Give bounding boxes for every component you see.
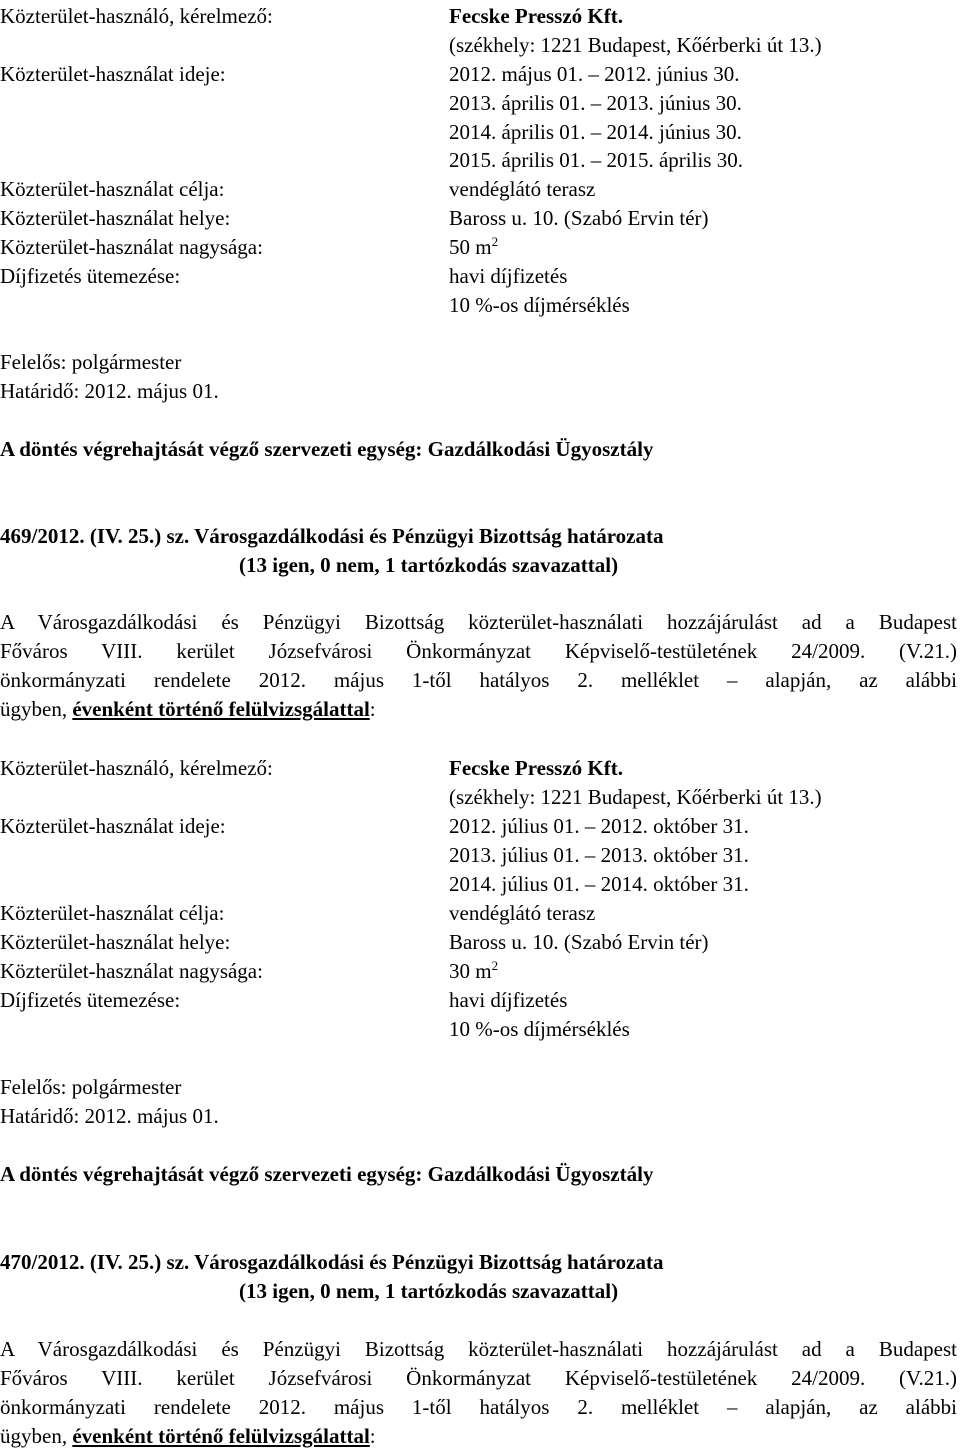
block2-responsible: Felelős: polgármester xyxy=(0,1075,182,1099)
block1-applicant-name: Fecske Presszó Kft. xyxy=(449,4,623,28)
block2-size-unit-sup: 2 xyxy=(491,958,499,973)
resolution470-body-last-prefix: ügyben, xyxy=(0,1424,73,1448)
block2-location-label: Közterület-használat helye: xyxy=(0,930,231,954)
block1-period-label: Közterület-használat ideje: xyxy=(0,62,226,86)
resolution469-body-line-2: Főváros VIII. kerület Józsefvárosi Önkormányzat Képviselő-testületének 24/2009. (V.21.) xyxy=(0,639,957,663)
resolution469-body-line-1: A Városgazdálkodási és Pénzügyi Bizottság közterület-használati hozzájárulást ad a Budapest xyxy=(0,610,957,634)
resolution470-body-line-4 xyxy=(0,1424,376,1448)
resolution469-body-last-prefix: ügyben, xyxy=(0,697,73,721)
block1-period-2: 2013. április 01. – 2013. június 30. xyxy=(449,91,742,115)
block2-period-3: 2014. július 01. – 2014. október 31. xyxy=(449,872,749,896)
resolution469-body-line-4 xyxy=(0,697,376,721)
block2-size-label: Közterület-használat nagysága: xyxy=(0,959,263,983)
resolution470-vote: (13 igen, 0 nem, 1 tartózkodás szavazattal) xyxy=(239,1279,619,1303)
resolution470-body-line-1: A Városgazdálkodási és Pénzügyi Bizottság közterület-használati hozzájárulást ad a Budapest xyxy=(0,1337,957,1361)
resolution470-body-line-2: Főváros VIII. kerület Józsefvárosi Önkormányzat Képviselő-testületének 24/2009. (V.21.) xyxy=(0,1366,957,1390)
block2-period-1: 2012. július 01. – 2012. október 31. xyxy=(449,814,749,838)
block2-purpose-label: Közterület-használat célja: xyxy=(0,901,225,925)
block2-applicant-name: Fecske Presszó Kft. xyxy=(449,756,623,780)
block2-size xyxy=(449,959,498,983)
block1-payment-line-1: havi díjfizetés xyxy=(449,264,568,288)
block1-period-3: 2014. április 01. – 2014. június 30. xyxy=(449,120,742,144)
block2-payment-line-1: havi díjfizetés xyxy=(449,988,568,1012)
resolution470-body-last-suffix: : xyxy=(369,1424,376,1448)
block1-purpose-label: Közterület-használat célja: xyxy=(0,177,225,201)
resolution469-vote: (13 igen, 0 nem, 1 tartózkodás szavazattal) xyxy=(239,553,619,577)
block2-executor: A döntés végrehajtását végző szervezeti egység: Gazdálkodási Ügyosztály xyxy=(0,1162,654,1186)
block1-payment-label: Díjfizetés ütemezése: xyxy=(0,264,181,288)
resolution469-review-clause: évenként történő felülvizsgálattal xyxy=(72,697,370,721)
block2-size-value: 30 m xyxy=(449,959,492,983)
block1-size-value: 50 m xyxy=(449,235,492,259)
block2-payment-line-2: 10 %-os díjmérséklés xyxy=(449,1017,630,1041)
block1-size xyxy=(449,235,498,259)
block1-size-unit-sup: 2 xyxy=(491,234,499,249)
resolution470-body-line-3: önkormányzati rendelete 2012. május 1-től hatályos 2. melléklet – alapján, az alábbi xyxy=(0,1395,957,1419)
block1-responsible: Felelős: polgármester xyxy=(0,350,182,374)
block1-location-label: Közterület-használat helye: xyxy=(0,206,231,230)
block1-size-label: Közterület-használat nagysága: xyxy=(0,235,263,259)
block1-period-4: 2015. április 01. – 2015. április 30. xyxy=(449,148,743,172)
block1-payment-line-2: 10 %-os díjmérséklés xyxy=(449,293,630,317)
block1-applicant-address: (székhely: 1221 Budapest, Kőérberki út 13.) xyxy=(449,33,822,57)
block1-applicant-label: Közterület-használó, kérelmező: xyxy=(0,4,273,28)
block2-payment-label: Díjfizetés ütemezése: xyxy=(0,988,181,1012)
block2-applicant-label: Közterület-használó, kérelmező: xyxy=(0,756,273,780)
resolution469-body-line-3: önkormányzati rendelete 2012. május 1-től hatályos 2. melléklet – alapján, az alábbi xyxy=(0,668,957,692)
block1-location: Baross u. 10. (Szabó Ervin tér) xyxy=(449,206,709,230)
block2-period-label: Közterület-használat ideje: xyxy=(0,814,226,838)
block1-purpose: vendéglátó terasz xyxy=(449,177,596,201)
resolution470-heading: 470/2012. (IV. 25.) sz. Városgazdálkodási és Pénzügyi Bizottság határozata xyxy=(0,1250,664,1274)
block2-location: Baross u. 10. (Szabó Ervin tér) xyxy=(449,930,709,954)
resolution470-review-clause: évenként történő felülvizsgálattal xyxy=(72,1424,370,1448)
block2-deadline: Határidő: 2012. május 01. xyxy=(0,1104,219,1128)
block2-purpose: vendéglátó terasz xyxy=(449,901,596,925)
block1-deadline: Határidő: 2012. május 01. xyxy=(0,379,219,403)
block2-applicant-address: (székhely: 1221 Budapest, Kőérberki út 13.) xyxy=(449,785,822,809)
resolution469-body-last-suffix: : xyxy=(369,697,376,721)
block2-period-2: 2013. július 01. – 2013. október 31. xyxy=(449,843,749,867)
block1-period-1: 2012. május 01. – 2012. június 30. xyxy=(449,62,740,86)
resolution469-heading: 469/2012. (IV. 25.) sz. Városgazdálkodási és Pénzügyi Bizottság határozata xyxy=(0,524,664,548)
block1-executor: A döntés végrehajtását végző szervezeti egység: Gazdálkodási Ügyosztály xyxy=(0,437,654,461)
